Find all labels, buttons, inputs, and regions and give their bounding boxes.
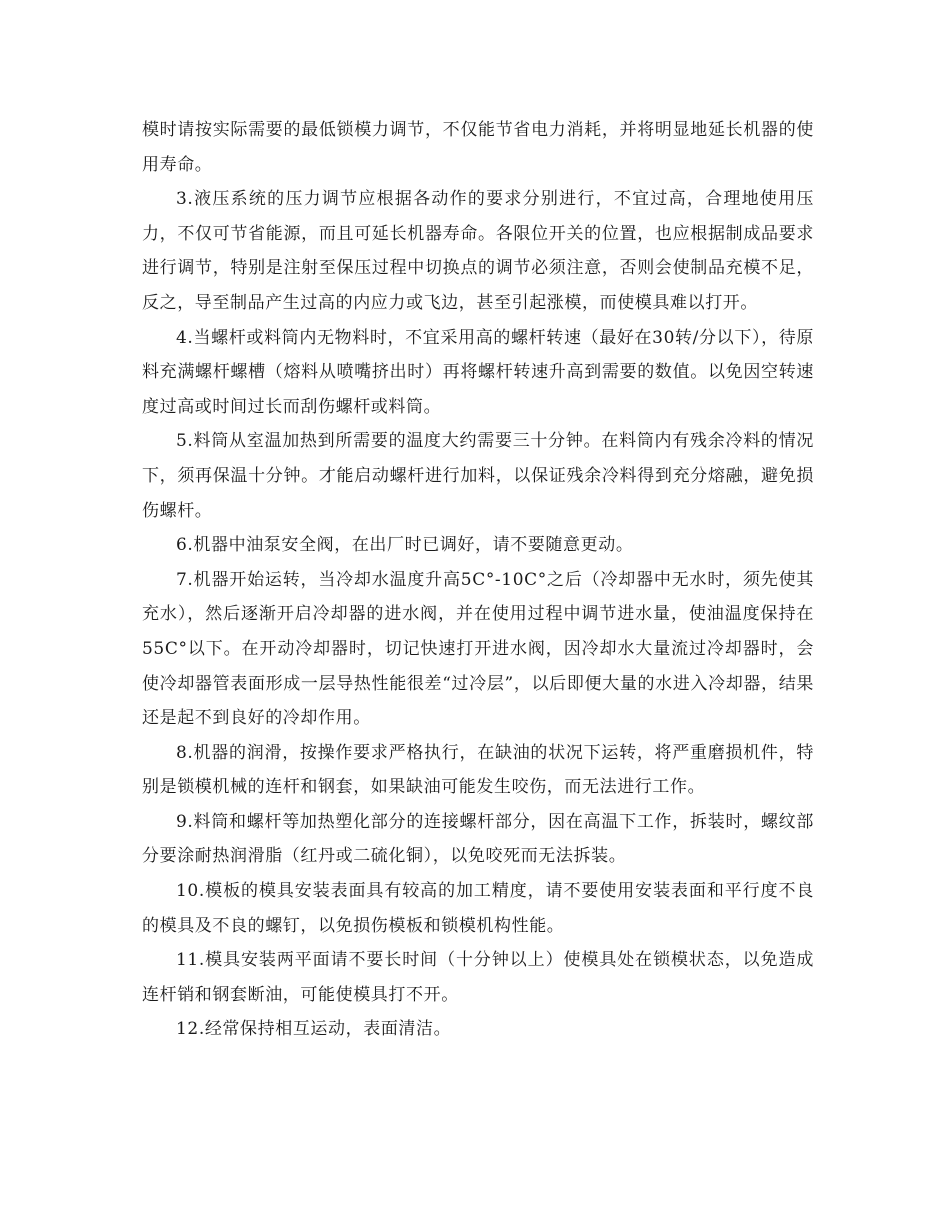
paragraph-item-11: 11.模具安装两平面请不要长时间（十分钟以上）使模具处在锁模状态，以免造成连杆销和钢套断油，可能使模具打不开。 [142,950,814,1005]
paragraph-item-9: 9.料筒和螺杆等加热塑化部分的连接螺杆部分，因在高温下工作，拆装时，螺纹部分要涂耐热润滑脂（红丹或二硫化铜），以免咬死而无法拆装。 [142,811,814,867]
paragraph-item-5: 5.料筒从室温加热到所需要的温度大约需要三十分钟。在料筒内有残余冷料的情况下，须再保温十分钟。才能启动螺杆进行加料，以保证残余冷料得到充分熔融，避免损伤螺杆。 [142,431,814,521]
paragraph-item-10: 10.模板的模具安装表面具有较高的加工精度，请不要使用安装表面和平行度不良的模具及不良的螺钉，以免损伤模板和锁模机构性能。 [142,881,814,936]
paragraph-continuation: 模时请按实际需要的最低锁模力调节，不仅能节省电力消耗，并将明显地延长机器的使用寿命。 [142,120,814,175]
paragraph-item-4: 4.当螺杆或料筒内无物料时，不宜采用高的螺杆转速（最好在30转/分以下），待原料充满螺杆螺槽（熔料从喷嘴挤出时）再将螺杆转速升高到需要的数值。以免因空转速度过高或时间过长而刮伤螺杆或料筒。 [142,327,814,417]
paragraph-item-3: 3.液压系统的压力调节应根据各动作的要求分别进行，不宜过高，合理地使用压力，不仅可节省能源，而且可延长机器寿命。各限位开关的位置，也应根据制成品要求进行调节，特别是注射至保压过程中切换点的调节必须注意，否则会使制品充模不足，反之，导至制品产生过高的内应力或飞边，甚至引起涨模，而使模具难以打开。 [142,189,814,313]
paragraph-item-8: 8.机器的润滑，按操作要求严格执行，在缺油的状况下运转，将严重磨损机件，特别是锁模机械的连杆和钢套，如果缺油可能发生咬伤，而无法进行工作。 [142,742,814,798]
paragraph-item-6: 6.机器中油泵安全阀，在出厂时已调好，请不要随意更动。 [176,535,634,556]
body-text [142,113,814,1047]
paragraph-item-7: 7.机器开始运转，当冷却水温度升高5C°-10C°之后（冷却器中无水时，须先使其充水），然后逐渐开启冷却器的进水阀，并在使用过程中调节进水量，使油温度保持在55C°以下。在开动冷却器时，切记快速打开进水阀，因冷却水大量流过冷却器时，会使冷却器管表面形成一层导热性能很差“过冷层”，以后即便大量的水进入冷却器，结果还是起不到良好的冷却作用。 [142,569,814,729]
paragraph-item-12: 12.经常保持相互运动，表面清洁。 [176,1019,452,1040]
